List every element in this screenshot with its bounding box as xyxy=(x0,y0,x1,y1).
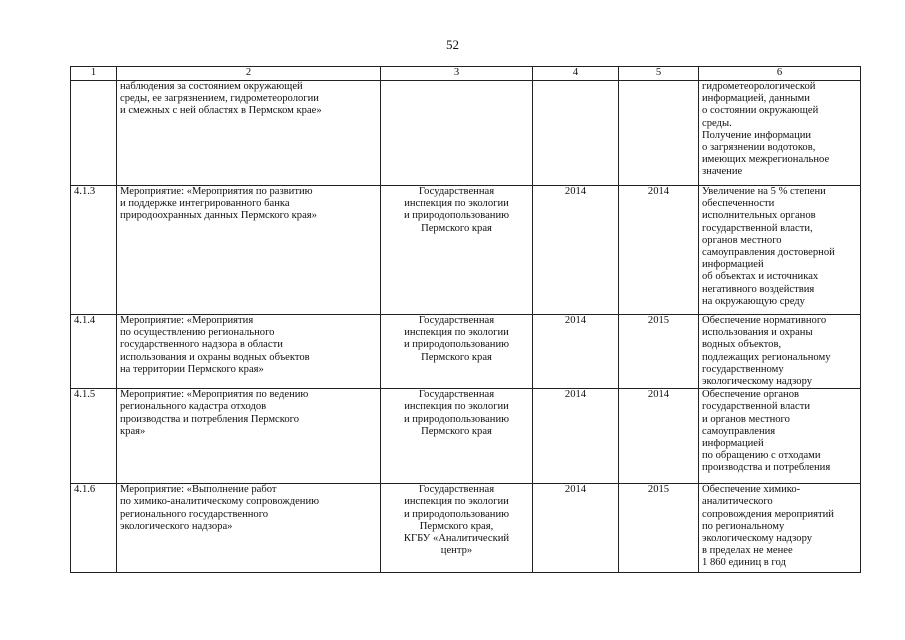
activity-cell xyxy=(117,186,381,315)
result-text: Обеспечение химико- аналитического сопровождения мероприятий по региональному экологическому надзору в пределах не менее 1 860 единиц в год xyxy=(702,484,834,569)
column-header-2: 2 xyxy=(117,67,381,81)
table-row xyxy=(71,186,861,315)
activity-text: Мероприятие: «Выполнение работ по химико-аналитическому сопровождению регионального государственного экологического надзора» xyxy=(120,484,320,532)
result-text: Обеспечение органов государственной власти и органов местного самоуправления информацией по обращению с отходами производства и потребления xyxy=(702,389,831,474)
activity-text: Мероприятие: «Мероприятия по развитию и поддержке интегрированного банка природоохранных данных Пермского края» xyxy=(120,186,317,222)
start-year-text: 2014 xyxy=(564,389,587,401)
end-year-cell xyxy=(619,315,699,389)
executor-text: Государственная инспекция по экологии и природопользованию Пермского края xyxy=(403,389,510,437)
activity-text: Мероприятие: «Мероприятия по осуществлению регионального государственного надзора в области использования и охраны водных объектов на территории Пермского края» xyxy=(120,315,310,375)
executor-text: Государственная инспекция по экологии и природопользованию Пермского края xyxy=(403,186,510,234)
table-row xyxy=(71,315,861,389)
row-number xyxy=(71,315,117,389)
result-cell xyxy=(699,389,861,484)
page-number: 52 xyxy=(446,37,459,52)
end-year-text: 2014 xyxy=(647,389,670,401)
activity-cell xyxy=(117,81,381,186)
row-number xyxy=(71,389,117,484)
executor-text: Государственная инспекция по экологии и природопользованию Пермского края xyxy=(403,315,510,363)
end-year-cell xyxy=(619,484,699,573)
table-row xyxy=(71,81,861,186)
column-header-3: 3 xyxy=(381,67,533,81)
result-cell xyxy=(699,484,861,573)
result-text: Увеличение на 5 % степени обеспеченности исполнительных органов государственной власти, органов местного самоуправления достоверной информацией об объектах и источниках негативного воздействия на окружающую среду xyxy=(702,186,835,307)
result-cell xyxy=(699,81,861,186)
start-year-cell xyxy=(533,315,619,389)
row-number-text: 4.1.3 xyxy=(74,186,96,197)
end-year-cell xyxy=(619,81,699,186)
start-year-cell xyxy=(533,484,619,573)
start-year-text: 2014 xyxy=(564,484,587,496)
activity-text: Мероприятие: «Мероприятия по ведению регионального кадастра отходов производства и потребления Пермского края» xyxy=(120,389,309,437)
measures-table xyxy=(70,66,861,573)
executor-text: Государственная инспекция по экологии и природопользованию Пермского края, КГБУ «Аналитический центр» xyxy=(403,484,510,557)
executor-cell xyxy=(381,484,533,573)
activity-cell xyxy=(117,484,381,573)
end-year-text: 2014 xyxy=(647,186,670,197)
start-year-text: 2014 xyxy=(564,315,587,326)
row-number-text: 4.1.4 xyxy=(74,315,96,326)
result-text: гидрометеорологической информацией, данными о состоянии окружающей среды. Получение информации о загрязнении водотоков, имеющих межрегиональное значение xyxy=(702,81,830,178)
end-year-text: 2015 xyxy=(647,484,670,496)
result-cell xyxy=(699,315,861,389)
row-number xyxy=(71,186,117,315)
column-header-5: 5 xyxy=(619,67,699,81)
row-number xyxy=(71,81,117,186)
row-number-text: 4.1.6 xyxy=(74,484,96,496)
result-cell xyxy=(699,186,861,315)
column-header-1: 1 xyxy=(71,67,117,81)
executor-cell xyxy=(381,186,533,315)
executor-cell xyxy=(381,315,533,389)
column-number-row xyxy=(71,67,861,81)
activity-cell xyxy=(117,315,381,389)
end-year-cell xyxy=(619,389,699,484)
column-header-4: 4 xyxy=(533,67,619,81)
start-year-text: 2014 xyxy=(564,186,587,197)
column-header-6: 6 xyxy=(699,67,861,81)
end-year-text: 2015 xyxy=(647,315,670,326)
table-row xyxy=(71,389,861,484)
end-year-cell xyxy=(619,186,699,315)
row-number-text: 4.1.5 xyxy=(74,389,96,401)
executor-cell xyxy=(381,389,533,484)
start-year-cell xyxy=(533,389,619,484)
table-row xyxy=(71,484,861,573)
activity-text: наблюдения за состоянием окружающей среды, ее загрязнением, гидрометеорологии и смежных с ней областях в Пермском крае» xyxy=(120,81,322,117)
result-text: Обеспечение нормативного использования и охраны водных объектов, подлежащих региональному государственному экологическому надзору xyxy=(702,315,831,388)
activity-cell xyxy=(117,389,381,484)
start-year-cell xyxy=(533,186,619,315)
executor-cell xyxy=(381,81,533,186)
start-year-cell xyxy=(533,81,619,186)
row-number xyxy=(71,484,117,573)
